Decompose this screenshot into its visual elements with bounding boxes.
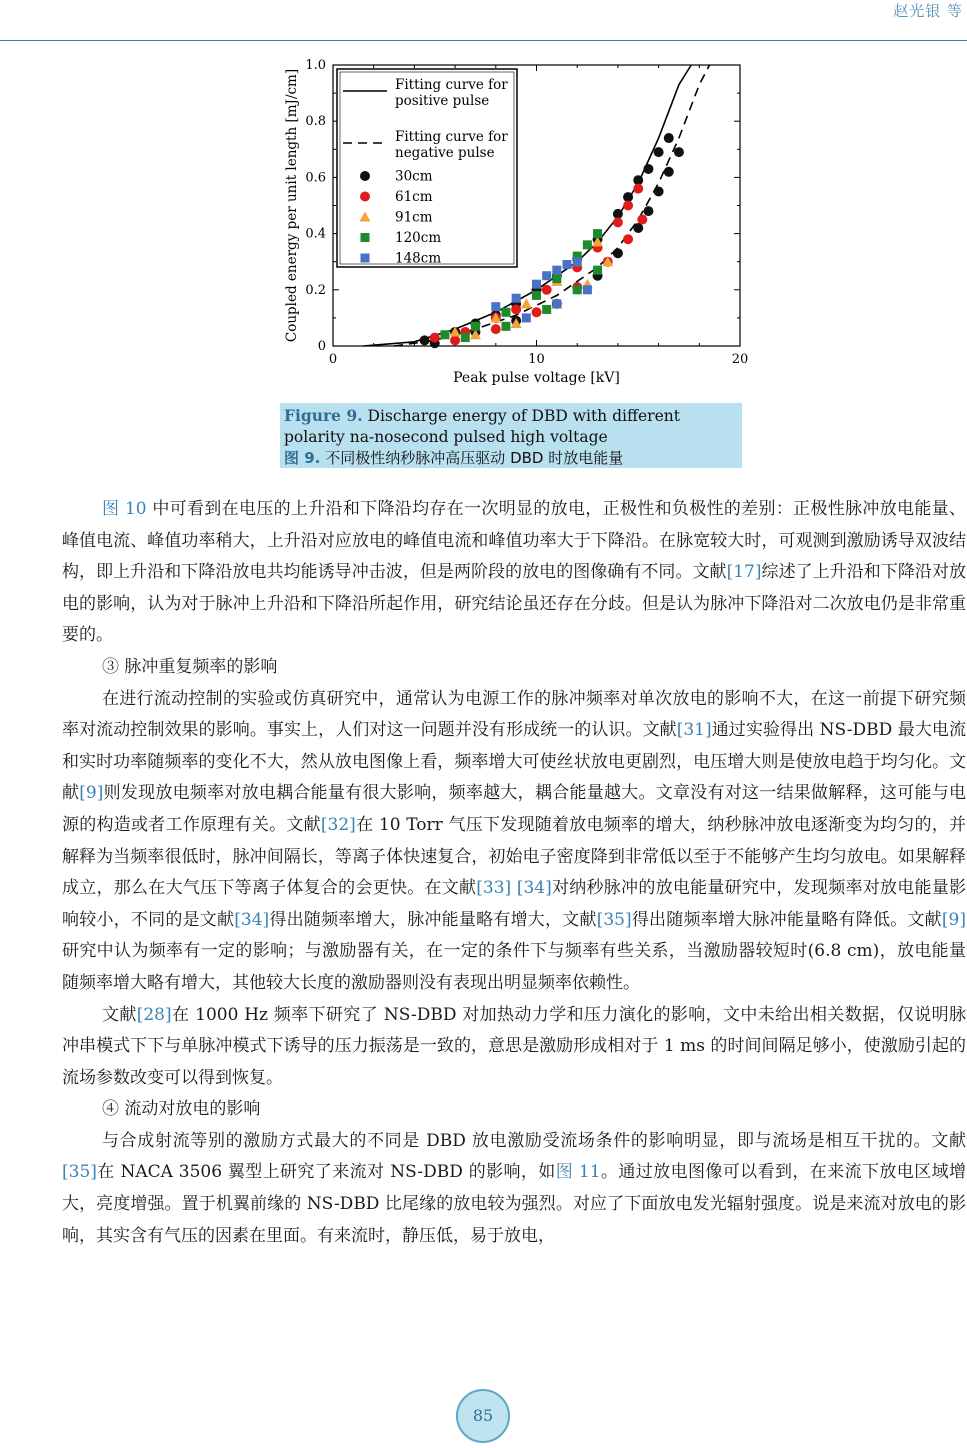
y-tick-label: 0.8: [305, 114, 326, 130]
data-point: [633, 184, 643, 194]
y-tick-label: 1.0: [305, 58, 326, 73]
data-point: [521, 298, 532, 308]
citation-link[interactable]: [9]: [941, 909, 967, 930]
text-run: 在进行流动控制的实验或仿真研究中，通常认为电源工作的脉冲频率对单次放电的影响不大，在这一前提下研究频率对流动控制效果的影响。事实上，人们对这一问题并没有形成统一的认识。文献: [62, 688, 966, 741]
text-run: 在 1000 Hz 频率下研究了 NS-DBD 对加热动力学和压力演化的影响，文中未给出相关数据，仅说明脉冲串模式下下与单脉冲模式下诱导的压力振荡是一致的，意思是激励形成相对于 1 ms 的时间间隔足够小，使激励引起的流场参数改变可以得到恢复。: [62, 1004, 967, 1088]
paragraph-4: [62, 1126, 966, 1252]
data-point: [643, 206, 653, 216]
data-point: [552, 299, 561, 308]
legend-label: 120cm: [395, 230, 442, 246]
citation-link[interactable]: [28]: [136, 1004, 172, 1025]
legend-label: Fitting curve for: [395, 129, 508, 145]
data-point: [491, 324, 501, 334]
paragraph-2: [62, 684, 966, 1000]
y-tick-label: 0: [317, 339, 326, 354]
legend-label: positive pulse: [395, 93, 490, 109]
data-point: [573, 257, 582, 266]
legend-label: negative pulse: [395, 145, 495, 161]
caption-text-cn: 不同极性纳秒脉冲高压驱动 DBD 时放电能量: [325, 449, 624, 467]
caption-label-en: Figure 9.: [284, 406, 363, 425]
text-run: 通过实验得出 NS-DBD 最大电流和实时功率随频率的变化不大，然从放电图像上看，频率增大可使丝状放电更剧烈，电压增大则是使放电趋于均匀化。文献: [62, 720, 966, 804]
text-run: 得出随频率增大，脉冲能量略有增大，文献: [269, 909, 597, 930]
data-point: [593, 229, 602, 238]
data-point: [440, 330, 449, 339]
text-run: 则发现放电频率对放电耦合能量有很大影响，频率越大，耦合能量越大。文章没有对这一结果做解释，这可能与电源的构造或者工作原理有关。文献: [62, 783, 967, 835]
data-point: [522, 313, 531, 322]
citation-link[interactable]: [34]: [234, 909, 270, 930]
article-body: [62, 494, 966, 1252]
page-number: 85: [456, 1389, 510, 1443]
citation-link[interactable]: [31]: [676, 720, 712, 741]
data-point: [593, 266, 602, 275]
header-rule: [0, 40, 967, 41]
data-point: [674, 147, 684, 157]
citation-link[interactable]: 图 11: [555, 1162, 601, 1183]
text-run: 。通过放电图像可以看到，在来流下放电区域增大，亮度增强。置于机翼前缘的 NS-DBD 比尾缘的放电较为强烈。对应了下面放电发光辐射强度。说是来流对放电的影响，其实含有气压的因素在里面。有来流时，静压低，易于放电，: [62, 1162, 967, 1246]
paragraph-3: [62, 1000, 966, 1095]
y-axis-label: Coupled energy per unit length [mJ/cm]: [284, 68, 300, 343]
text-run: 对纳秒脉冲的放电能量研究中，发现频率对放电能量影响较小，不同的是文献: [62, 878, 967, 930]
y-tick-label: 0.2: [305, 282, 326, 298]
data-point: [637, 215, 647, 225]
text-run: 得出随频率增大脉冲能量略有降低。文献: [631, 909, 942, 930]
data-point: [654, 186, 664, 196]
citation-link[interactable]: [35]: [62, 1162, 97, 1183]
data-point: [471, 322, 480, 331]
legend-marker: [360, 192, 370, 202]
data-point: [542, 285, 552, 295]
x-tick-label: 0: [328, 352, 338, 367]
data-point: [573, 285, 582, 294]
data-point: [461, 333, 470, 342]
text-run: 中可看到在电压的上升沿和下降沿均存在一次明显的放电，正极性和负极性的差别：正极性脉冲放电能量、峰值电流、峰值功率稍大，上升沿对应放电的峰值电流和峰值功率大于下降沿。在脉宽较大时，可观测到激励诱导双波结构，即上升沿和下降沿放电共均能诱导冲击波，但是两阶段的放电的图像确有不同。文献: [62, 499, 966, 583]
text-run: 综述了上升沿和下降沿对放电的影响，认为对于脉冲上升沿和下降沿所起作用，研究结论虽还存在分歧。但是认为脉冲下降沿对二次放电仍是非常重要的。: [62, 562, 967, 646]
text-run: 研究中认为频率有一定的影响；与激励器有关，在一定的条件下与频率有些关系，当激励器较短时(6.8 cm)，放电能量随频率增大略有增大，其他较大长度的激励器则没有表现出明显频率依赖性。: [62, 941, 966, 993]
energy-voltage-chart: [276, 50, 756, 395]
chart-legend: [337, 69, 517, 267]
legend-label: 148cm: [395, 250, 442, 267]
paragraph-1: [62, 494, 966, 652]
data-point: [643, 164, 653, 174]
data-point: [552, 266, 561, 275]
data-point: [583, 285, 592, 294]
section-heading-4: ④ 流动对放电的影响: [101, 1099, 261, 1120]
data-point: [430, 333, 440, 343]
data-point: [511, 304, 521, 314]
text-run: 在 NACA 3506 翼型上研究了来流对 NS-DBD 的影响，如: [96, 1162, 556, 1183]
y-tick-label: 0.6: [305, 170, 326, 186]
data-point: [613, 248, 623, 258]
x-tick-label: 10: [528, 352, 545, 367]
citation-link[interactable]: [33] [34]: [476, 878, 552, 899]
y-tick-label: 0.4: [305, 226, 326, 242]
data-point: [583, 240, 592, 249]
data-point: [501, 308, 510, 317]
text-run: 与合成射流等别的激励方式最大的不同是 DBD 放电激励受流场条件的影响明显，即与流场是相互干扰的。文献: [101, 1130, 966, 1151]
citation-link[interactable]: [35]: [596, 909, 632, 930]
data-point: [664, 167, 674, 177]
section-heading-3: ③ 脉冲重复频率的影响: [101, 656, 278, 677]
data-point: [623, 201, 633, 211]
data-point: [664, 133, 674, 143]
data-point: [613, 217, 623, 227]
legend-marker: [360, 171, 370, 181]
data-point: [532, 307, 542, 317]
text-run: 文献: [101, 1004, 137, 1025]
legend-marker: [361, 254, 370, 263]
data-point: [491, 302, 500, 311]
citation-link[interactable]: 图 10: [101, 499, 147, 519]
citation-link[interactable]: [32]: [320, 814, 356, 835]
caption-text-en: Discharge energy of DBD with different polarity na-nosecond pulsed high voltage: [284, 407, 680, 446]
data-point: [654, 147, 664, 157]
data-point: [542, 305, 551, 314]
data-point: [623, 234, 633, 244]
citation-link[interactable]: [17]: [726, 562, 762, 583]
legend-marker: [361, 233, 370, 242]
data-point: [552, 274, 561, 283]
data-point: [532, 291, 541, 300]
legend-label: 30cm: [395, 168, 433, 185]
data-point: [501, 322, 510, 331]
data-point: [450, 335, 460, 345]
data-point: [420, 335, 430, 345]
data-point: [563, 260, 572, 269]
caption-label-cn: 图 9.: [284, 449, 321, 467]
text-run: 在 10 Torr 气压下发现随着放电频率的增大，纳秒脉冲放电逐渐变为均匀的，并解释为当频率很低时，脉冲间隔长，等离子体快速复合，初始电子密度降到非常低以至于不能够产生均匀放电。如果解释成立，那么在大气压下等离子体复合的会更快。在文献: [62, 814, 966, 899]
data-point: [542, 271, 551, 280]
data-point: [512, 294, 521, 303]
data-point: [532, 280, 541, 289]
x-axis-label: Peak pulse voltage [kV]: [453, 370, 620, 386]
legend-label: 91cm: [395, 209, 433, 226]
legend-label: 61cm: [395, 189, 433, 205]
figure-caption: [280, 403, 742, 468]
citation-link[interactable]: [9]: [79, 783, 104, 804]
running-header-author: 赵光银 等: [893, 2, 963, 20]
legend-label: Fitting curve for: [395, 77, 508, 93]
x-tick-label: 20: [731, 352, 749, 367]
